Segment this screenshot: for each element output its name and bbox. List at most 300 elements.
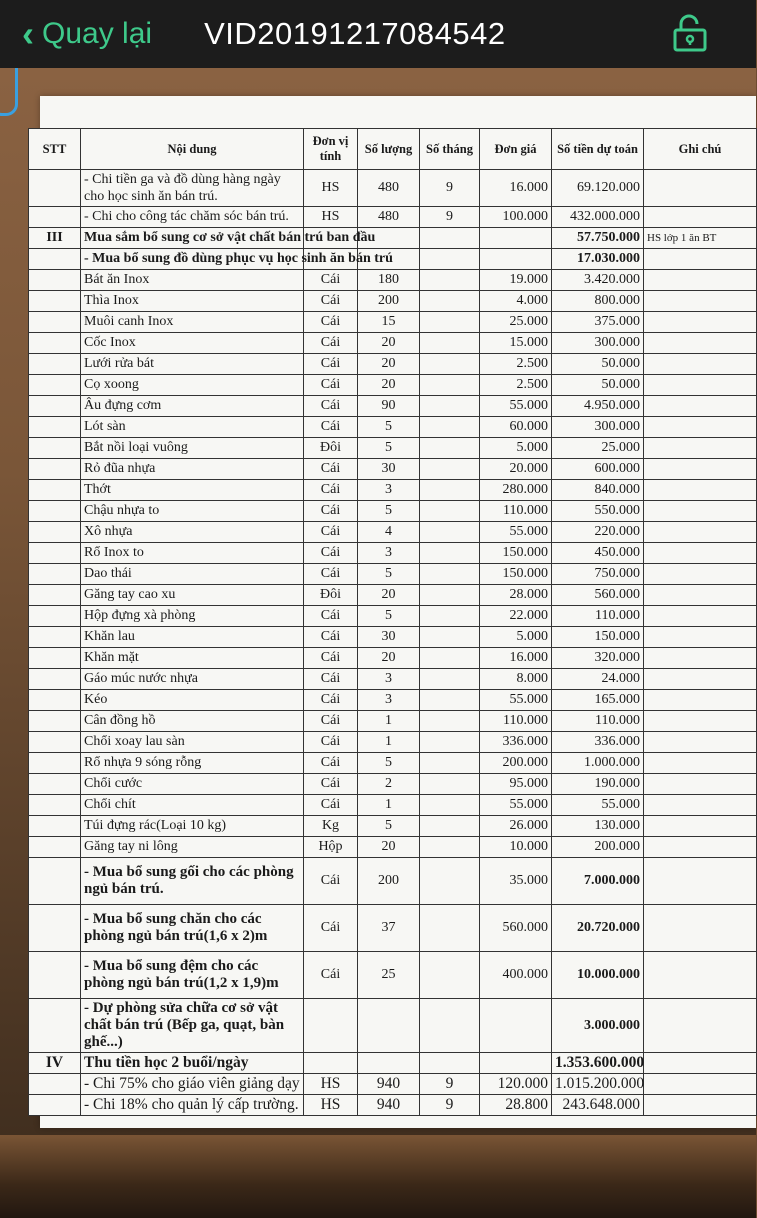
- cell-unit: Cái: [304, 333, 358, 354]
- cell-note: [644, 1053, 757, 1074]
- cell-qty: 1: [358, 732, 420, 753]
- cell-months: [420, 753, 480, 774]
- cell-note: [644, 417, 757, 438]
- cell-unit: Cái: [304, 753, 358, 774]
- cell-qty: 5: [358, 417, 420, 438]
- table-row: [29, 905, 757, 952]
- cell-content: Dao thái: [81, 564, 304, 585]
- cell-months: [420, 438, 480, 459]
- cell-months: [420, 585, 480, 606]
- cell-months: 9: [420, 1074, 480, 1095]
- cell-qty: [358, 999, 420, 1053]
- cell-months: [420, 501, 480, 522]
- cell-content: Chổi xoay lau sàn: [81, 732, 304, 753]
- cell-price: 150.000: [480, 543, 552, 564]
- cell-content: - Mua bổ sung đồ dùng phục vụ học sinh ăn bán trú: [81, 249, 304, 270]
- cell-stt: [29, 270, 81, 291]
- cell-price: 19.000: [480, 270, 552, 291]
- cell-amount: 200.000: [552, 837, 644, 858]
- cell-note: [644, 291, 757, 312]
- cell-stt: [29, 669, 81, 690]
- table-row: [29, 669, 757, 690]
- cell-note: [644, 858, 757, 905]
- cell-price: 16.000: [480, 648, 552, 669]
- cell-stt: [29, 606, 81, 627]
- cell-stt: [29, 501, 81, 522]
- cell-amount: 55.000: [552, 795, 644, 816]
- cell-amount: 25.000: [552, 438, 644, 459]
- cell-unit: Cái: [304, 459, 358, 480]
- cell-qty: [358, 1053, 420, 1074]
- cell-note: [644, 753, 757, 774]
- cell-unit: Cái: [304, 627, 358, 648]
- cell-stt: [29, 648, 81, 669]
- cell-stt: [29, 333, 81, 354]
- cell-note: [644, 585, 757, 606]
- cell-months: [420, 480, 480, 501]
- cell-price: 26.000: [480, 816, 552, 837]
- cell-stt: [29, 1074, 81, 1095]
- cell-unit: Cái: [304, 669, 358, 690]
- table-row: [29, 354, 757, 375]
- table-row: [29, 312, 757, 333]
- cell-unit: Cái: [304, 564, 358, 585]
- cell-note: HS lớp 1 ăn BT: [644, 228, 757, 249]
- header-unit: Đơn vị tính: [304, 129, 358, 170]
- cell-price: 120.000: [480, 1074, 552, 1095]
- cell-stt: [29, 459, 81, 480]
- cell-note: [644, 795, 757, 816]
- cell-note: [644, 564, 757, 585]
- cell-stt: [29, 816, 81, 837]
- cell-amount: 336.000: [552, 732, 644, 753]
- cell-price: [480, 1053, 552, 1074]
- cell-qty: 480: [358, 207, 420, 228]
- cell-note: [644, 627, 757, 648]
- cell-content: - Dự phòng sửa chữa cơ sở vật chất bán trú (Bếp ga, quạt, bàn ghế...): [81, 999, 304, 1053]
- cell-amount: 150.000: [552, 627, 644, 648]
- cell-note: [644, 207, 757, 228]
- cell-qty: 3: [358, 543, 420, 564]
- cell-price: 28.800: [480, 1095, 552, 1116]
- table-row: [29, 522, 757, 543]
- cell-months: [420, 669, 480, 690]
- cell-price: 25.000: [480, 312, 552, 333]
- cell-qty: 3: [358, 669, 420, 690]
- cell-amount: 800.000: [552, 291, 644, 312]
- table-row: [29, 170, 757, 207]
- table-row: [29, 396, 757, 417]
- cell-qty: 5: [358, 753, 420, 774]
- cell-price: 110.000: [480, 501, 552, 522]
- cell-unit: Cái: [304, 690, 358, 711]
- cell-qty: 5: [358, 816, 420, 837]
- cell-note: [644, 774, 757, 795]
- cell-months: [420, 732, 480, 753]
- cell-unit: Hộp: [304, 837, 358, 858]
- cell-price: 2.500: [480, 354, 552, 375]
- cell-qty: 200: [358, 858, 420, 905]
- cell-content: Rổ nhựa 9 sóng rỗng: [81, 753, 304, 774]
- table-row: [29, 858, 757, 905]
- cell-content: Thớt: [81, 480, 304, 501]
- table-row: [29, 249, 757, 270]
- cell-stt: [29, 543, 81, 564]
- cell-months: [420, 375, 480, 396]
- cell-content: Bát ăn Inox: [81, 270, 304, 291]
- cell-amount: 560.000: [552, 585, 644, 606]
- cell-price: [480, 999, 552, 1053]
- cell-price: 150.000: [480, 564, 552, 585]
- table-row: [29, 228, 757, 249]
- cell-amount: 1.000.000: [552, 753, 644, 774]
- cell-stt: [29, 732, 81, 753]
- chevron-left-icon: ‹: [22, 13, 34, 54]
- table-row: [29, 375, 757, 396]
- cell-amount: 550.000: [552, 501, 644, 522]
- cell-months: [420, 627, 480, 648]
- cell-unit: [304, 999, 358, 1053]
- cell-content: Rỏ đũa nhựa: [81, 459, 304, 480]
- table-edge-background: [0, 1135, 756, 1218]
- cell-content: - Chi 75% cho giáo viên giảng dạy: [81, 1074, 304, 1095]
- cell-content: Gáo múc nước nhựa: [81, 669, 304, 690]
- cell-price: 280.000: [480, 480, 552, 501]
- cell-content: Lưới rửa bát: [81, 354, 304, 375]
- table-row: [29, 816, 757, 837]
- header-qty: Số lượng: [358, 129, 420, 170]
- cell-stt: [29, 396, 81, 417]
- cell-amount: 750.000: [552, 564, 644, 585]
- cell-note: [644, 648, 757, 669]
- cell-stt: [29, 354, 81, 375]
- cell-unit: Cái: [304, 711, 358, 732]
- cell-note: [644, 543, 757, 564]
- cell-amount: 300.000: [552, 417, 644, 438]
- cell-qty: 180: [358, 270, 420, 291]
- cell-content: Cọ xoong: [81, 375, 304, 396]
- table-row: [29, 999, 757, 1053]
- cell-amount: 450.000: [552, 543, 644, 564]
- cell-unit: Cái: [304, 501, 358, 522]
- cell-qty: 3: [358, 480, 420, 501]
- cell-qty: 1: [358, 711, 420, 732]
- cell-amount: 165.000: [552, 690, 644, 711]
- cell-unit: HS: [304, 207, 358, 228]
- cell-amount: 220.000: [552, 522, 644, 543]
- cell-content: Bắt nồi loại vuông: [81, 438, 304, 459]
- cell-months: [420, 354, 480, 375]
- cell-stt: [29, 690, 81, 711]
- cell-months: [420, 291, 480, 312]
- cell-stt: [29, 312, 81, 333]
- cell-price: 22.000: [480, 606, 552, 627]
- cell-content: Thìa Inox: [81, 291, 304, 312]
- cell-note: [644, 438, 757, 459]
- cell-stt: [29, 585, 81, 606]
- cell-content: Kéo: [81, 690, 304, 711]
- table-row: [29, 543, 757, 564]
- cell-amount: 243.648.000: [552, 1095, 644, 1116]
- table-row: [29, 585, 757, 606]
- cell-unit: Cái: [304, 774, 358, 795]
- cell-stt: [29, 753, 81, 774]
- cell-price: [480, 228, 552, 249]
- cell-content: Găng tay ni lông: [81, 837, 304, 858]
- cell-amount: 110.000: [552, 606, 644, 627]
- table-row: [29, 270, 757, 291]
- cell-months: [420, 396, 480, 417]
- cell-price: 15.000: [480, 333, 552, 354]
- back-label: Quay lại: [42, 17, 153, 50]
- cell-amount: 3.420.000: [552, 270, 644, 291]
- cell-stt: [29, 375, 81, 396]
- cell-content: - Mua bổ sung gối cho các phòng ngủ bán trú.: [81, 858, 304, 905]
- cell-content: Âu đựng cơm: [81, 396, 304, 417]
- cell-content: Khăn mặt: [81, 648, 304, 669]
- cell-content: Rổ Inox to: [81, 543, 304, 564]
- cell-qty: 20: [358, 837, 420, 858]
- cell-amount: 50.000: [552, 354, 644, 375]
- cell-note: [644, 375, 757, 396]
- cell-amount: 600.000: [552, 459, 644, 480]
- cell-stt: [29, 952, 81, 999]
- cell-unit: Cái: [304, 732, 358, 753]
- cell-qty: 25: [358, 952, 420, 999]
- header-amount: Số tiền dự toán: [552, 129, 644, 170]
- cell-price: 28.000: [480, 585, 552, 606]
- cell-unit: [304, 1053, 358, 1074]
- cell-amount: 17.030.000: [552, 249, 644, 270]
- cell-stt: [29, 795, 81, 816]
- cell-qty: 15: [358, 312, 420, 333]
- cell-note: [644, 711, 757, 732]
- header-note: Ghi chú: [644, 129, 757, 170]
- cell-price: 95.000: [480, 774, 552, 795]
- cell-amount: 69.120.000: [552, 170, 644, 207]
- cell-qty: 90: [358, 396, 420, 417]
- cell-qty: 3: [358, 690, 420, 711]
- cell-months: [420, 333, 480, 354]
- cell-stt: III: [29, 228, 81, 249]
- cell-amount: 57.750.000: [552, 228, 644, 249]
- cell-qty: 940: [358, 1095, 420, 1116]
- cell-stt: [29, 627, 81, 648]
- table-row: [29, 627, 757, 648]
- cell-amount: 3.000.000: [552, 999, 644, 1053]
- table-row: [29, 648, 757, 669]
- cell-amount: 1.015.200.000: [552, 1074, 644, 1095]
- cell-price: 4.000: [480, 291, 552, 312]
- cell-price: 55.000: [480, 396, 552, 417]
- cell-note: [644, 459, 757, 480]
- cell-price: 100.000: [480, 207, 552, 228]
- cell-months: 9: [420, 1095, 480, 1116]
- table-row: [29, 837, 757, 858]
- cell-note: [644, 1095, 757, 1116]
- cell-qty: 5: [358, 438, 420, 459]
- cell-unit: Cái: [304, 312, 358, 333]
- cell-unit: Cái: [304, 291, 358, 312]
- cell-content: - Chi tiền ga và đồ dùng hàng ngày cho học sinh ăn bán trú.: [81, 170, 304, 207]
- cell-months: [420, 816, 480, 837]
- cell-months: [420, 905, 480, 952]
- cell-content: Thu tiền học 2 buổi/ngày: [81, 1053, 304, 1074]
- cell-note: [644, 501, 757, 522]
- cell-price: 400.000: [480, 952, 552, 999]
- cell-content: Găng tay cao xu: [81, 585, 304, 606]
- cell-months: [420, 999, 480, 1053]
- cell-stt: [29, 564, 81, 585]
- cell-qty: 2: [358, 774, 420, 795]
- cell-content: Hộp đựng xà phòng: [81, 606, 304, 627]
- cell-months: [420, 795, 480, 816]
- cell-months: [420, 312, 480, 333]
- cell-content: Xô nhựa: [81, 522, 304, 543]
- cell-stt: [29, 417, 81, 438]
- cell-months: [420, 249, 480, 270]
- table-row: [29, 774, 757, 795]
- cell-amount: 432.000.000: [552, 207, 644, 228]
- table-row: [29, 952, 757, 999]
- cell-unit: Cái: [304, 648, 358, 669]
- cell-months: [420, 952, 480, 999]
- header-stt: STT: [29, 129, 81, 170]
- cell-note: [644, 270, 757, 291]
- cell-amount: 375.000: [552, 312, 644, 333]
- cell-unit: Kg: [304, 816, 358, 837]
- header-content: Nội dung: [81, 129, 304, 170]
- cell-months: [420, 858, 480, 905]
- cell-price: 200.000: [480, 753, 552, 774]
- cell-stt: [29, 711, 81, 732]
- cell-content: - Mua bổ sung đệm cho các phòng ngủ bán trú(1,2 x 1,9)m: [81, 952, 304, 999]
- cell-note: [644, 312, 757, 333]
- table-row: [29, 438, 757, 459]
- cell-amount: 50.000: [552, 375, 644, 396]
- cell-months: [420, 228, 480, 249]
- cell-months: [420, 459, 480, 480]
- cell-months: [420, 1053, 480, 1074]
- cell-content: Cốc Inox: [81, 333, 304, 354]
- cell-amount: 1.353.600.000: [552, 1053, 644, 1074]
- cell-amount: 20.720.000: [552, 905, 644, 952]
- cell-price: 5.000: [480, 627, 552, 648]
- cell-note: [644, 333, 757, 354]
- cell-stt: [29, 170, 81, 207]
- table-row: [29, 333, 757, 354]
- cell-content: - Chi 18% cho quản lý cấp trường.: [81, 1095, 304, 1116]
- cell-amount: 190.000: [552, 774, 644, 795]
- cell-content: Mua sắm bổ sung cơ sở vật chất bán trú ban đầu: [81, 228, 304, 249]
- cell-unit: HS: [304, 170, 358, 207]
- cell-price: 20.000: [480, 459, 552, 480]
- cell-stt: [29, 905, 81, 952]
- cell-qty: 30: [358, 459, 420, 480]
- unlock-icon[interactable]: [670, 14, 710, 54]
- cell-months: [420, 606, 480, 627]
- budget-table: [28, 128, 757, 1116]
- cell-unit: Cái: [304, 480, 358, 501]
- cell-months: [420, 648, 480, 669]
- cell-months: [420, 564, 480, 585]
- cell-unit: Cái: [304, 858, 358, 905]
- cell-stt: IV: [29, 1053, 81, 1074]
- cell-qty: 20: [358, 375, 420, 396]
- cell-unit: Cái: [304, 795, 358, 816]
- cell-qty: 5: [358, 564, 420, 585]
- cell-price: 2.500: [480, 375, 552, 396]
- table-row: [29, 1095, 757, 1116]
- cell-amount: 10.000.000: [552, 952, 644, 999]
- cell-months: [420, 690, 480, 711]
- cell-note: [644, 816, 757, 837]
- cell-qty: 200: [358, 291, 420, 312]
- cell-stt: [29, 858, 81, 905]
- cell-unit: Cái: [304, 905, 358, 952]
- cell-months: 9: [420, 207, 480, 228]
- cell-note: [644, 1074, 757, 1095]
- cell-stt: [29, 774, 81, 795]
- cell-qty: 20: [358, 648, 420, 669]
- cell-unit: Cái: [304, 522, 358, 543]
- table-row: [29, 711, 757, 732]
- cell-unit: Cái: [304, 270, 358, 291]
- cell-note: [644, 952, 757, 999]
- cell-stt: [29, 438, 81, 459]
- cell-stt: [29, 291, 81, 312]
- cell-unit: Cái: [304, 354, 358, 375]
- back-button[interactable]: [22, 13, 153, 54]
- header-price: Đơn giá: [480, 129, 552, 170]
- cell-content: Lót sàn: [81, 417, 304, 438]
- cell-unit: Cái: [304, 417, 358, 438]
- cell-price: 35.000: [480, 858, 552, 905]
- cell-unit: Cái: [304, 396, 358, 417]
- cell-price: 55.000: [480, 522, 552, 543]
- cell-unit: Cái: [304, 952, 358, 999]
- cell-note: [644, 669, 757, 690]
- cell-amount: 320.000: [552, 648, 644, 669]
- cell-price: 16.000: [480, 170, 552, 207]
- cell-qty: 480: [358, 170, 420, 207]
- cell-amount: 300.000: [552, 333, 644, 354]
- cell-note: [644, 249, 757, 270]
- cell-note: [644, 396, 757, 417]
- cell-months: [420, 543, 480, 564]
- table-header-row: [29, 129, 757, 170]
- cell-unit: Đôi: [304, 585, 358, 606]
- cell-note: [644, 690, 757, 711]
- cell-stt: [29, 522, 81, 543]
- table-row: [29, 690, 757, 711]
- cell-price: 110.000: [480, 711, 552, 732]
- cell-price: 5.000: [480, 438, 552, 459]
- cell-price: 55.000: [480, 690, 552, 711]
- cell-note: [644, 905, 757, 952]
- cell-months: [420, 711, 480, 732]
- cell-content: Muôi canh Inox: [81, 312, 304, 333]
- cell-unit: Cái: [304, 606, 358, 627]
- cell-price: [480, 249, 552, 270]
- cell-stt: [29, 249, 81, 270]
- top-bar: [0, 0, 756, 68]
- table-row: [29, 606, 757, 627]
- header-months: Số tháng: [420, 129, 480, 170]
- table-row: [29, 732, 757, 753]
- cell-qty: 1: [358, 795, 420, 816]
- table-row: [29, 501, 757, 522]
